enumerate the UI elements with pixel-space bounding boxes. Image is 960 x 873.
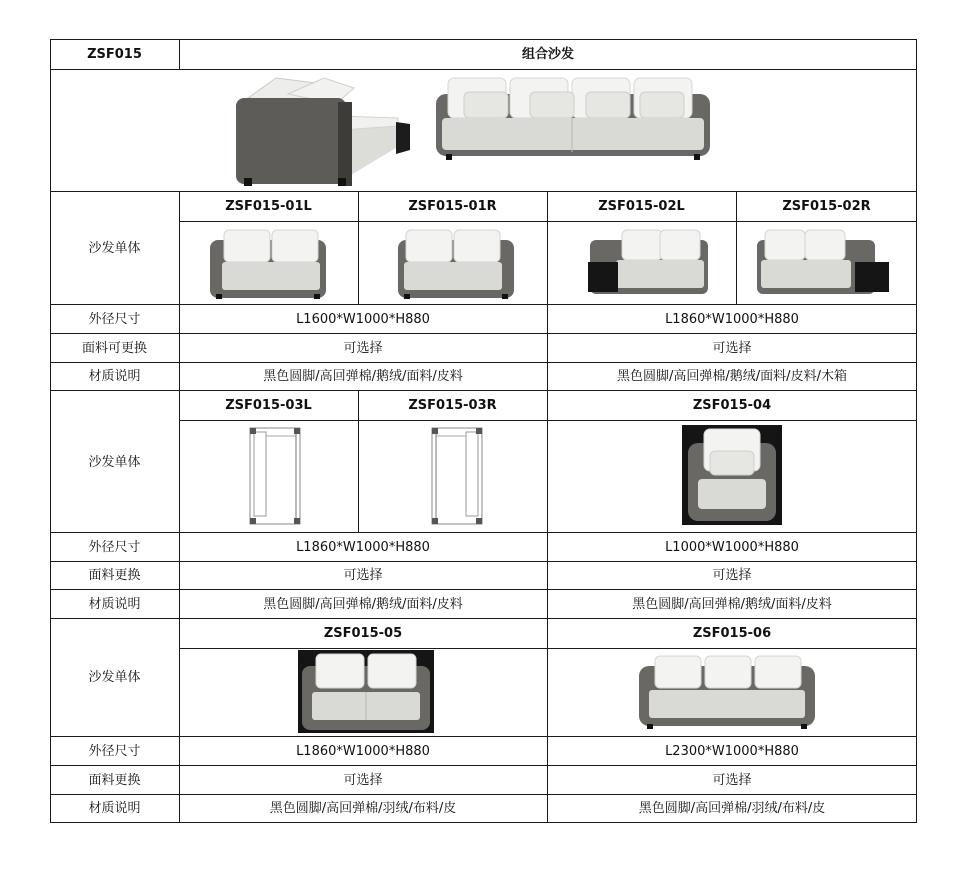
sofa-02r-image [755,226,891,296]
sofa-05-image [298,650,434,733]
label-outer-size: 外径尺寸 [88,539,141,555]
size-value: L1860*W1000*H880 [665,311,799,327]
material-text: 黑色圆脚/高回弹棉/羽绒/布料/皮 [638,801,826,816]
label-material: 材质说明 [88,801,141,816]
sofa-01l-image [208,226,328,300]
model-zsf015-01r: ZSF015-01R [408,199,497,214]
table-border-right [916,39,917,823]
row-divider [179,648,917,649]
size-value: L1600*W1000*H880 [296,311,430,327]
label-sofa-unit: 沙发单体 [88,454,141,470]
size-value: L1000*W1000*H880 [665,539,799,555]
fabric-option: 可选择 [343,568,383,583]
model-zsf015-02l: ZSF015-02L [598,199,685,214]
model-zsf015-05: ZSF015-05 [323,626,403,641]
fabric-option: 可选择 [712,568,752,583]
model-zsf015-03l: ZSF015-03L [225,398,312,413]
product-code: ZSF015 [87,47,142,62]
size-value: L2300*W1000*H880 [665,743,799,759]
sofa-front-view-image [434,74,712,162]
fabric-option: 可选择 [343,772,383,788]
sofa-side-view-image [228,74,414,188]
label-sofa-unit: 沙发单体 [88,240,141,256]
fabric-option: 可选择 [712,772,752,788]
column-divider [179,191,180,823]
label-material: 材质说明 [88,369,141,384]
sofa-03l-drawing [246,426,304,526]
row-divider [179,420,917,421]
size-value: L1860*W1000*H880 [296,743,430,759]
sofa-06-image [637,652,817,730]
product-title: 组合沙发 [521,47,574,62]
model-zsf015-06: ZSF015-06 [692,626,772,641]
label-outer-size: 外径尺寸 [88,311,141,327]
material-text: 黑色圆脚/高回弹棉/羽绒/布料/皮 [269,801,457,816]
sofa-02l-image [586,226,710,296]
material-text: 黑色圆脚/高回弹棉/鹅绒/面料/皮料 [263,369,463,384]
size-value: L1860*W1000*H880 [296,539,430,555]
label-fabric-swap: 面料更换 [88,772,141,788]
label-material: 材质说明 [88,596,141,612]
label-fabric-swap: 面料可更换 [81,340,147,356]
material-text: 黑色圆脚/高回弹棉/鹅绒/面料/皮料 [632,596,832,612]
material-text: 黑色圆脚/高回弹棉/鹅绒/面料/皮料/木箱 [617,369,847,384]
table-border-bottom [50,822,917,823]
sofa-03r-drawing [428,426,486,526]
model-zsf015-02r: ZSF015-02R [782,199,871,214]
label-sofa-unit: 沙发单体 [88,670,141,685]
material-text: 黑色圆脚/高回弹棉/鹅绒/面料/皮料 [263,596,463,612]
sofa-04-image [682,425,782,525]
fabric-option: 可选择 [712,340,752,356]
label-outer-size: 外径尺寸 [88,743,141,759]
model-zsf015-03r: ZSF015-03R [408,398,497,413]
label-fabric-swap: 面料更换 [88,568,141,583]
sofa-01r-image [396,226,516,300]
model-zsf015-04: ZSF015-04 [692,398,772,413]
model-zsf015-01l: ZSF015-01L [225,199,312,214]
fabric-option: 可选择 [343,340,383,356]
